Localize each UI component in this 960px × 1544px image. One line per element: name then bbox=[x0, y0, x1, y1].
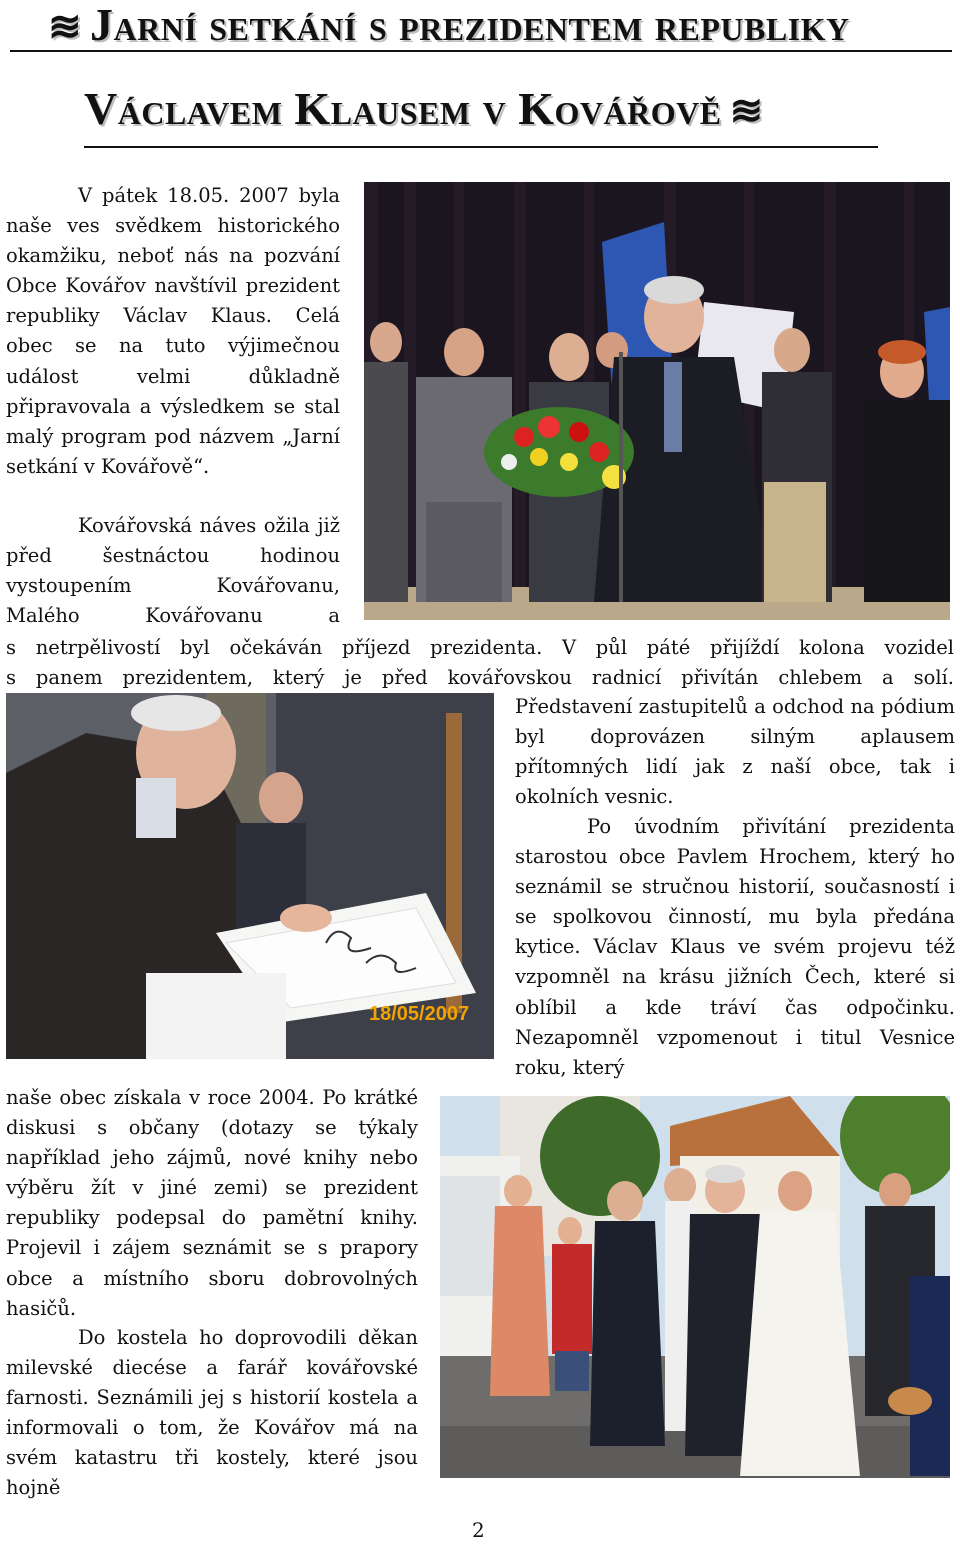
paragraph-kostel bbox=[6, 1323, 418, 1504]
text-line-arrival-1: s netrpělivostí byl očekáván příjezd prezidenta. V půl páté přijíždí kolona vozidel bbox=[6, 636, 954, 659]
title-underline-2 bbox=[84, 146, 878, 148]
text-line-arrival-2: s panem prezidentem, který je před kovářovskou radnicí přivítán chlebem a solí. bbox=[6, 666, 954, 689]
title-underline-1 bbox=[10, 50, 952, 52]
paragraph-zastupitele bbox=[515, 692, 955, 812]
photo-signing-book bbox=[6, 693, 494, 1059]
page-number: 2 bbox=[472, 1518, 485, 1542]
title-text-1: Jarní setkání s prezidentem republiky bbox=[90, 0, 850, 50]
title-line-1 bbox=[40, 0, 850, 51]
date-stamp: 18/05/2007 bbox=[369, 1003, 470, 1025]
paragraph-kytice-text: Po úvodním přivítání prezidenta starostou obce Pavlem Hrochem, který ho seznámil se stručnou historií, současností i se spolkovou činností, mu byla předána kytice. Václav Klaus ve svém projevu též vzpomněl na krásu jižních Čech, které si oblíbil a kde tráví čas odpočinku. Nezapomněl vzpomenout i titul Vesnice roku, který bbox=[515, 815, 955, 1079]
photo-procession-image bbox=[440, 1096, 950, 1478]
paragraph-diskuse bbox=[6, 1083, 418, 1324]
title-line-2 bbox=[84, 82, 772, 135]
ornament-icon: ≋ bbox=[48, 4, 83, 49]
paragraph-zastupitele-text: Představení zastupitelů a odchod na pódium byl doprovázen silným aplausem přítomných lidí jak z naší obce, tak i okolních vesnic. bbox=[515, 695, 955, 809]
photo-president-speech bbox=[364, 182, 950, 620]
paragraph-kostel-text: Do kostela ho doprovodili děkan milevské diecése a farář kovářovské farnosti. Seznámili jej s historií kostela a informovali o tom, že Kovářov má na svém katastru tři kostely, které jsou hojně bbox=[6, 1326, 418, 1500]
paragraph-kytice bbox=[515, 812, 955, 1083]
paragraph-diskuse-text: naše obec získala v roce 2004. Po krátké diskusi s občany (dotazy se týkaly například jeho zájmů, nové knihy nebo výběru žít v jiné zemi) se prezident republiky podepsal do pamětní knihy. Projevil i zájem seznámit se s prapory obce a místního sboru dobrovolných hasičů. bbox=[6, 1086, 418, 1320]
photo-procession bbox=[440, 1096, 950, 1478]
paragraph-naves-text: Kovářovská náves ožila již před šestnáctou hodinou vystoupením Kovářovanu, Malého Kovářovanu a bbox=[6, 514, 340, 628]
ornament-icon: ≋ bbox=[729, 88, 764, 133]
paragraph-intro bbox=[6, 181, 340, 482]
paragraph-naves bbox=[6, 511, 340, 631]
title-text-2: Václavem Klausem v Kovářově bbox=[84, 83, 722, 134]
paragraph-intro-text: V pátek 18.05. 2007 byla naše ves svědkem historického okamžiku, neboť nás na pozvání Obce Kovářov navštívil prezident republiky Václav Klaus. Celá obec se na tuto výjimečnou událost velmi důkladně připravovala a výsledkem se stal malý program pod názvem „Jarní setkání v Kovářově“. bbox=[6, 184, 340, 478]
photo-president-speech-image bbox=[364, 182, 950, 620]
